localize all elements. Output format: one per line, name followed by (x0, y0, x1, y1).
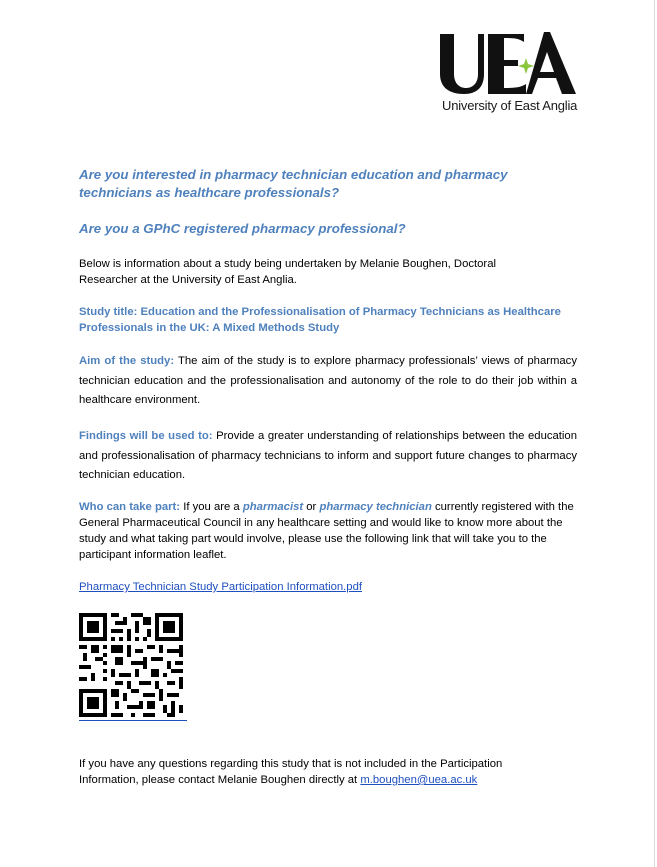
findings-label: Findings will be used to: (79, 430, 213, 442)
who-paragraph (79, 499, 579, 563)
who-label: Who can take part: (79, 501, 181, 513)
role-pharmacy-technician: pharmacy technician (319, 501, 432, 513)
uea-logo (438, 30, 580, 118)
heading-interest-question: Are you interested in pharmacy technician education and pharmacy technicians as healthcare professionals? (79, 167, 508, 200)
findings-paragraph (79, 427, 577, 486)
aim-paragraph (79, 352, 577, 411)
participation-pdf-link[interactable]: Pharmacy Technician Study Participation Information.pdf (79, 581, 362, 593)
who-text-3: currently registered with the General Pharmaceutical Council in any healthcare setting and would like to know more about the study and what taking part would involve, please use the following link that will take you to the participant information leaflet. (79, 501, 574, 561)
contact-text: If you have any questions regarding this study that is not included in the Participation Information, please contact Melanie Boughen directly at (79, 758, 503, 786)
qr-code[interactable] (79, 613, 187, 721)
intro-paragraph: Below is information about a study being undertaken by Melanie Boughen, Doctoral Researcher at the University of East Anglia. (79, 258, 496, 286)
pdf-link-line (79, 579, 577, 595)
who-text-1: If you are a (180, 501, 243, 513)
contact-email-link[interactable]: m.boughen@uea.ac.uk (360, 774, 478, 786)
aim-label: Aim of the study: (79, 355, 175, 367)
aim-text: The aim of the study is to explore pharmacy professionals’ views of pharmacy technician education and the professionalisation and autonomy of the role to do their job within a healthcare environment. (79, 355, 577, 406)
who-text-2: or (303, 501, 320, 513)
heading-gphc-question: Are you a GPhC registered pharmacy professional? (79, 221, 406, 236)
findings-text: Provide a greater understanding of relationships between the education and professionalisation of pharmacy technicians to inform and support future changes to pharmacy technician education. (79, 430, 577, 481)
role-pharmacist: pharmacist (242, 501, 304, 513)
logo-university-name: University of East Anglia (442, 98, 578, 113)
contact-paragraph (79, 756, 549, 788)
study-title: Study title: Education and the Professionalisation of Pharmacy Technicians as Healthcare Professionals in the UK: A Mixed Methods Study (79, 306, 561, 334)
uea-logo-mark (438, 30, 580, 96)
